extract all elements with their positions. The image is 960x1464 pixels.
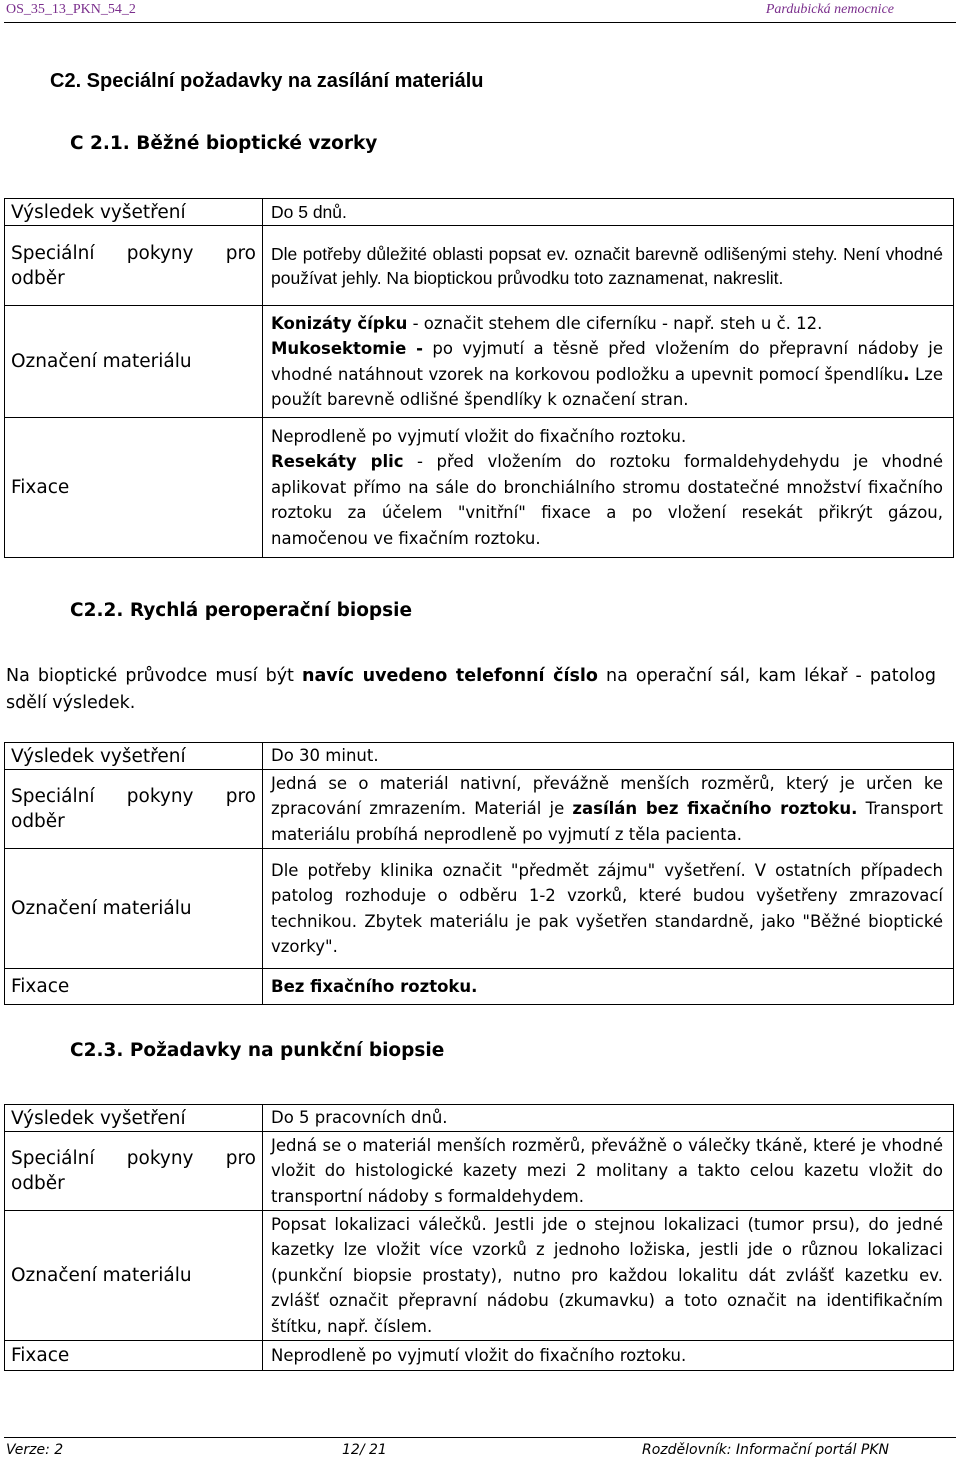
table-row-result <box>5 199 954 226</box>
intro-bold: navíc uvedeno telefonní číslo <box>302 666 598 686</box>
table-row-special <box>5 226 954 306</box>
special-text-2: Transport materiálu probíhá neprodleně po vyjmutí z těla pacienta. <box>271 799 943 844</box>
marking-bold-conization: Konizáty čípku <box>271 313 408 333</box>
label-result: Výsledek vyšetření <box>5 1105 263 1132</box>
table-row-marking <box>5 306 954 418</box>
section-title: C2. Speciální požadavky na zasílání materiálu <box>50 70 484 92</box>
label-fixation: Fixace <box>5 969 263 1005</box>
label-special <box>5 226 263 306</box>
label-fixation: Fixace <box>5 418 263 558</box>
label-special-line1: Speciální pokyny pro <box>11 786 256 807</box>
document-code: OS_35_13_PKN_54_2 <box>6 2 136 17</box>
intro-paragraph <box>6 663 936 717</box>
value-result: Do 5 pracovních dnů. <box>263 1105 954 1132</box>
table-row-result <box>5 1105 954 1132</box>
table-row-result <box>5 743 954 770</box>
table-row-marking <box>5 1211 954 1341</box>
value-special: Dle potřeby důležité oblasti popsat ev. označit barevně odlišenými stehy. Není vhodné používat jehly. Na bioptickou průvodku toto zaznamenat, nakreslit. <box>263 226 954 306</box>
intro-text-1: Na bioptické průvodce musí být <box>6 666 302 686</box>
value-marking: Dle potřeby klinika označit "předmět zájmu" vyšetření. V ostatních případech patolog rozhoduje o odběru 1-2 vzorků, které budou vyšetřeny zmrazovací technikou. Zbytek materiálu je pak vyšetřen standardně, jako "Běžné bioptické vzorky". <box>263 849 954 969</box>
label-marking: Označení materiálu <box>5 306 263 418</box>
label-marking: Označení materiálu <box>5 1211 263 1341</box>
value-marking <box>263 306 954 418</box>
intro-text-2: na operační sál, kam lékař - patolog sdělí výsledek. <box>6 666 936 713</box>
footer-page-number: 12/ 21 <box>342 1442 387 1458</box>
label-special <box>5 770 263 849</box>
value-result: Do 30 minut. <box>263 743 954 770</box>
table-row-fixation <box>5 418 954 558</box>
label-marking: Označení materiálu <box>5 849 263 969</box>
fixation-text-lung: - před vložením do roztoku formaldehydehydu je vhodné aplikovat přímo na sále do bronchiálního stromu dostatečné množství fixačního roztoku za účelem "vnitřní" fixace a po vložení resekát přikrýt gázou, namočenou ve fixačním roztoku. <box>271 452 943 548</box>
footer-version: Verze: 2 <box>6 1442 64 1458</box>
marking-bold-dot: . <box>903 364 910 384</box>
marking-bold-mucosectomy: Mukosektomie - <box>271 339 424 358</box>
label-special <box>5 1132 263 1211</box>
footer-divider <box>4 1437 956 1438</box>
subsection-title-2-1: C 2.1. Běžné bioptické vzorky <box>70 133 378 154</box>
marking-text-conization: - označit stehem dle ciferníku - např. steh u č. 12. <box>407 313 823 333</box>
label-special-line2: odběr <box>11 267 65 289</box>
organization-name: Pardubická nemocnice <box>765 2 894 17</box>
footer-distribution: Rozdělovník: Informační portál PKN <box>642 1442 890 1458</box>
subsection-title-2-3: C2.3. Požadavky na punkční biopsie <box>70 1040 445 1061</box>
label-result: Výsledek vyšetření <box>5 199 263 226</box>
fixation-text-1: Neprodleně po vyjmutí vložit do fixačního roztoku. <box>271 426 687 446</box>
value-fixation: Bez fixačního roztoku. <box>263 969 954 1005</box>
value-marking: Popsat lokalizaci válečků. Jestli jde o stejnou lokalizaci (tumor prsu), do jedné kazetky lze vložit více vzorků z jednoho ložiska, jestli jde o různou lokalizaci (punkční biopsie prostaty), nutno pro každou lokalitu dát zvlášť kazetku ev. zvlášť označit přepravní nádobu (zkumavku) a toto označit na identifikačním štítku, např. číslem. <box>263 1211 954 1341</box>
value-result: Do 5 dnů. <box>263 199 954 226</box>
special-text-1: Jedná se o materiál nativní, převážně menších rozměrů, který je určen ke zpracování zmrazením. Materiál je <box>271 773 943 819</box>
value-fixation <box>263 418 954 558</box>
label-result: Výsledek vyšetření <box>5 743 263 770</box>
table-row-marking <box>5 849 954 969</box>
table-frozen-section <box>4 742 954 1005</box>
table-bioptic-samples <box>4 198 954 558</box>
value-special: Jedná se o materiál menších rozměrů, převážně o válečky tkáně, které je vhodné vložit do histologické kazety mezi 2 molitany a takto celou kazetu vložit do transportní nádoby s formaldehydem. <box>263 1132 954 1211</box>
table-row-special <box>5 1132 954 1211</box>
label-fixation: Fixace <box>5 1341 263 1371</box>
label-special-line2: odběr <box>11 1173 65 1194</box>
fixation-bold-lung: Resekáty plic <box>271 452 404 472</box>
label-special-line1: Speciální pokyny pro <box>11 242 256 264</box>
table-row-fixation <box>5 969 954 1005</box>
marking-text-pins: Lze použít barevně odlišné špendlíky k označení stran. <box>271 364 943 409</box>
special-bold: zasílán bez fixačního roztoku. <box>572 799 858 819</box>
subsection-title-2-2: C2.2. Rychlá peroperační biopsie <box>70 600 413 621</box>
header-divider <box>4 22 956 23</box>
marking-text-mucosectomy: po vyjmutí a těsně před vložením do přepravní nádoby je vhodné natáhnout vzorek na korkovou podložku a upevnit pomocí špendlíku <box>271 339 943 384</box>
value-special <box>263 770 954 849</box>
value-fixation: Neprodleně po vyjmutí vložit do fixačního roztoku. <box>263 1341 954 1371</box>
table-puncture-biopsy <box>4 1104 954 1371</box>
label-special-line2: odběr <box>11 811 65 832</box>
label-special-line1: Speciální pokyny pro <box>11 1148 256 1169</box>
table-row-special <box>5 770 954 849</box>
table-row-fixation <box>5 1341 954 1371</box>
